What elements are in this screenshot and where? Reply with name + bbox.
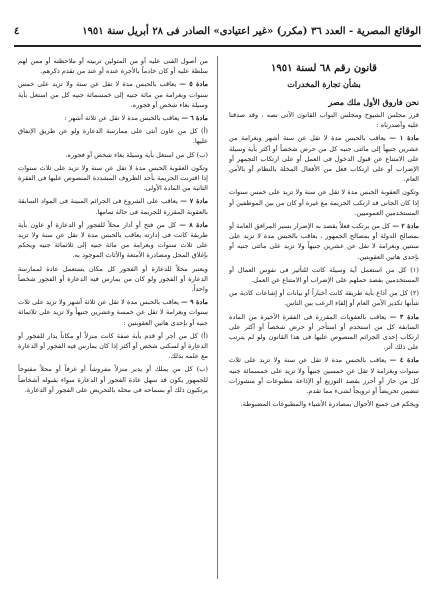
article-label: مادة ٧ — xyxy=(180,197,208,206)
article-paragraph xyxy=(229,265,419,285)
right-column xyxy=(229,56,419,587)
article-paragraph xyxy=(229,399,419,409)
article-text: يعاقب بالحبس مدة لا تقل عن سنة ولا تزيد على خمس سنوات وبغرامة من مائة جنيه إلى خمسمائة جنيه كل من استغل بأية وسيلة بغاء شخص أو فجوره. xyxy=(18,80,208,109)
article-text: وتكون العقوبة الحبس مدة لا تقل عن سنة ولا تزيد على خمس سنوات إذا كان الجانى قد ارتكب الجريمة مع غيره أو كان من بين الموظفين أو المستخدمين العموميين. xyxy=(229,188,419,217)
article-text: من أصول الفنى عليه أو من المتولين تربيته أو ملاحظته أو ممن لهم سلطة عليه أو كان خادماً بالأجرة عنده أو عند من تقدم ذكرهم. xyxy=(18,57,208,76)
article-paragraph xyxy=(18,264,208,295)
left-articles xyxy=(18,56,208,395)
article-paragraph xyxy=(229,288,419,308)
column-divider xyxy=(217,56,218,579)
article-paragraph xyxy=(18,113,208,123)
preamble: قرر مجلس الشيوخ ومجلس النواب القانون الآتى نصه ، وقد صدقنا عليه وأصدرناه : xyxy=(229,111,419,130)
article-text: ويحكم فى جميع الأحوال بمصادرة الأشياء والمطبوعات المضبوطة. xyxy=(240,400,419,409)
article-text: وتكون العقوبة الحبس مدة لا تقل عن سنة ولا تزيد على ثلاث سنوات إذا اقترنت الجريمة بأحد الظروف المشددة المنصوص عليها فى الفقرة الثانية من المادة الأولى. xyxy=(18,163,208,193)
article-label: مادة ٨ — xyxy=(179,220,208,229)
article-paragraph xyxy=(18,364,208,395)
article-text: يعاقب بالحبس مدة لا تقل عن ثلاثة أشهر ولا تزيد على ثلاث سنوات وبغرامة لا تقل عن خمسة وعشرين جنيهاً ولا تزيد على ثلاثمائة جنيه أو بإحدى هاتين العقوبتين : xyxy=(18,298,208,327)
header-rule xyxy=(14,45,421,47)
article-label: مادة ٩ — xyxy=(181,298,208,307)
article-paragraph xyxy=(229,221,419,262)
article-label: مادة ٤ — xyxy=(389,356,419,365)
article-text: يعاقب بالحبس مدة لا تقل عن ستة أشهر وبغرامة من عشرين جنيهاً إلى مائتى جنيه كل من حرض شخصاً أو أكثر بأية وسيلة على الامتناع عن قبول الدخول فى العمل أو على ارتكاب التجمهر أو الإضراب أو على ارتكاب فعل من الأفعال المخلة بالنظام أو بالأمن العام. xyxy=(229,134,419,184)
right-articles xyxy=(229,133,419,409)
gazette-title: الوقائع المصرية - العدد ٣٦ (مكرر) «غير اعتيادى» الصادر فى ٢٨ أبريل سنة ١٩٥١ xyxy=(82,26,421,37)
page-header xyxy=(14,26,421,44)
article-paragraph xyxy=(18,297,208,328)
article-paragraph xyxy=(18,150,208,160)
article-paragraph xyxy=(18,196,208,216)
king-line: نحن فاروق الأول ملك مصر xyxy=(328,97,419,107)
article-paragraph xyxy=(18,163,208,194)
article-label: مادة ٦ — xyxy=(181,114,208,123)
article-text: يعاقب على الشروع فى الجرائم المبينة فى المواد السابقة بالعقوبة المقررة للجريمة فى حالة تمامها. xyxy=(18,197,208,216)
article-paragraph xyxy=(229,355,419,396)
law-title: قانون رقم ٦٨ لسنة ١٩٥١ xyxy=(271,63,377,74)
article-text: يعاقب بالعقوبات المقررة فى الفقرة الأخيرة من المادة السابقة كل من استخدم أو استأجر أو حرض شخصاً أو أكثر على ارتكاب إحدى الجرائم المنصوص عليها فى هذا القانون ولو لم يترتب على ذلك أثر. xyxy=(229,312,419,352)
article-paragraph xyxy=(18,56,208,76)
article-paragraph xyxy=(18,126,208,146)
article-text: ويعتبر محلاً للدعارة أو الفجور كل مكان يستعمل عادة لممارسة الدعارة أو الفجور ولو كان من يمارس فيه الدعارة أو الفجور شخصاً واحداً. xyxy=(18,264,208,294)
article-label: مادة ٣ — xyxy=(389,312,419,321)
article-text: (١) كل من استعمل أية وسيلة كانت للتأثير فى نفوس العمال أو المستخدمين بقصد حملهم على الإضراب أو الامتناع عن العمل. xyxy=(229,265,419,285)
article-paragraph xyxy=(229,133,419,184)
article-text: كل من فتح أو أدار محلاً للفجور أو الدعارة أو عاون بأية طريقة كانت فى إدارته يعاقب بالحبس مدة لا تقل عن سنة ولا تزيد على ثلاث سنوات وبغرامة من مائة جنيه إلى ثلاثمائة جنيه ويحكم بإغلاق المحل ومصادرة الأمتعة والأثاث الموجود به. xyxy=(18,220,208,260)
article-paragraph xyxy=(229,312,419,353)
page-number: ٤ xyxy=(14,26,20,37)
article-text: (ب) كل من يملك أو يدير منزلاً مفروشاً أو غرفاً أو محلاً مفتوحاً للجمهور يكون قد سهل عادة الفجور أو الدعارة سواء بقبوله أشخاصاً يرتكبون ذلك أو بسماحه فى محله بالتحريض على الفجور أو الدعارة. xyxy=(18,365,208,394)
article-text: (أ) كل من عاون أنثى على ممارسة الدعارة ولو عن طريق الإنفاق عليها. xyxy=(18,127,208,146)
article-paragraph xyxy=(18,220,208,261)
article-label: مادة ٥ — xyxy=(179,80,208,89)
article-text: كل من يرتكب فعلاً يقصد به الإضرار بسير المرافق العامة أو بمصالح الدولة أو بمصالح الجمهور ، يعاقب بالحبس مدة لا تزيد على سنتين وبغرامة لا تقل عن عشرين جنيهاً ولا تزيد على مائتى جنيه أو بإحدى هاتين العقوبتين. xyxy=(229,222,419,261)
article-label: مادة ١ — xyxy=(389,134,419,143)
article-text: (٢) كل من أذاع بأية طريقة كانت أخباراً أو بيانات أو إشاعات كاذبة من شأنها تكدير الأمن العام أو إلقاء الرعب بين الناس. xyxy=(229,289,419,308)
article-paragraph xyxy=(18,79,208,110)
article-text: (أ) كل من أجر أو قدم بأية صفة كانت منزلاً أو مكاناً يدار للفجور أو الدعارة أو لسكنى شخص أو أكثر إذا كان يمارس فيه الفجور أو الدعارة مع علمه بذلك. xyxy=(18,331,208,361)
law-subject: بشأن تجارة المخدرات xyxy=(287,79,361,89)
article-paragraph xyxy=(229,187,419,218)
left-column xyxy=(18,56,208,587)
article-text: يعاقب بالحبس مدة لا تقل عن ثلاثة أشهر : xyxy=(64,114,180,123)
article-text: يعاقب بالحبس مدة لا تقل عن سنة ولا تزيد على ثلاث سنوات وبغرامة لا تقل عن خمسين جنيهاً ولا تزيد على خمسمائة جنيه كل من حاز أو أحرز بقصد التوزيع أو الإذاعة مطبوعات أو منشورات تتضمن تحريضاً أو ترويجاً لشىء مما تقدم. xyxy=(229,356,419,396)
article-text: (ب) كل من استغل بأية وسيلة بغاء شخص أو فجوره. xyxy=(65,150,208,159)
article-label: مادة ٢ — xyxy=(392,222,419,231)
article-paragraph xyxy=(18,331,208,362)
